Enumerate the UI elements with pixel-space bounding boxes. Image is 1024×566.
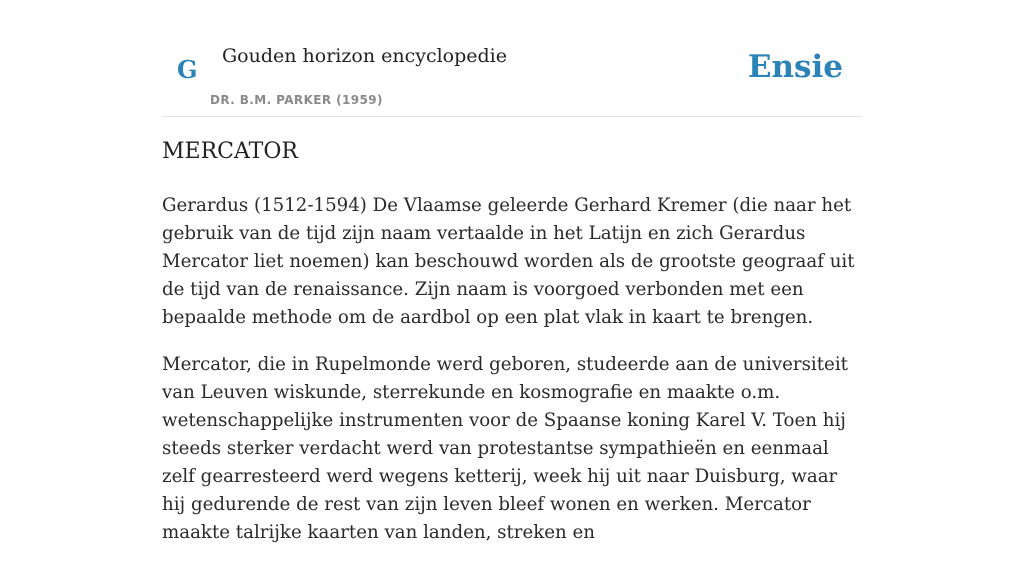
site-logo[interactable]: G [177,55,198,84]
brand-logo[interactable]: Ensie [747,49,843,85]
entry-body [162,192,862,566]
entry-title: MERCATOR [162,139,298,164]
source-author: DR. B.M. PARKER (1959) [210,93,383,107]
entry-paragraph: Gerardus (1512-1594) De Vlaamse geleerde Gerhard Kremer (die naar het gebruik van de tijd zijn naam vertaalde in het Latijn en zich Gerardus Mercator liet noemen) kan beschouwd worden als de grootste geograaf uit de tijd van de renaissance. Zijn naam is voorgoed verbonden met een bepaalde methode om de aardbol op een plat vlak in kaart te brengen. [162,195,855,328]
site-header [162,0,862,117]
source-title[interactable]: Gouden horizon encyclopedie [222,45,507,67]
entry-paragraph: Mercator, die in Rupelmonde werd geboren, studeerde aan de universiteit van Leuven wiskunde, sterrekunde en kosmografie en maakte o.m. wetenschappelijke instrumenten voor de Spaanse koning Karel V. Toen hij steeds sterker verdacht werd van protestantse sympathieën en eenmaal zelf gearresteerd werd wegens ketterij, week hij uit naar Duisburg, waar hij gedurende de rest van zijn leven bleef wonen en werken. Mercator maakte talrijke kaarten van landen, streken en [162,354,848,543]
